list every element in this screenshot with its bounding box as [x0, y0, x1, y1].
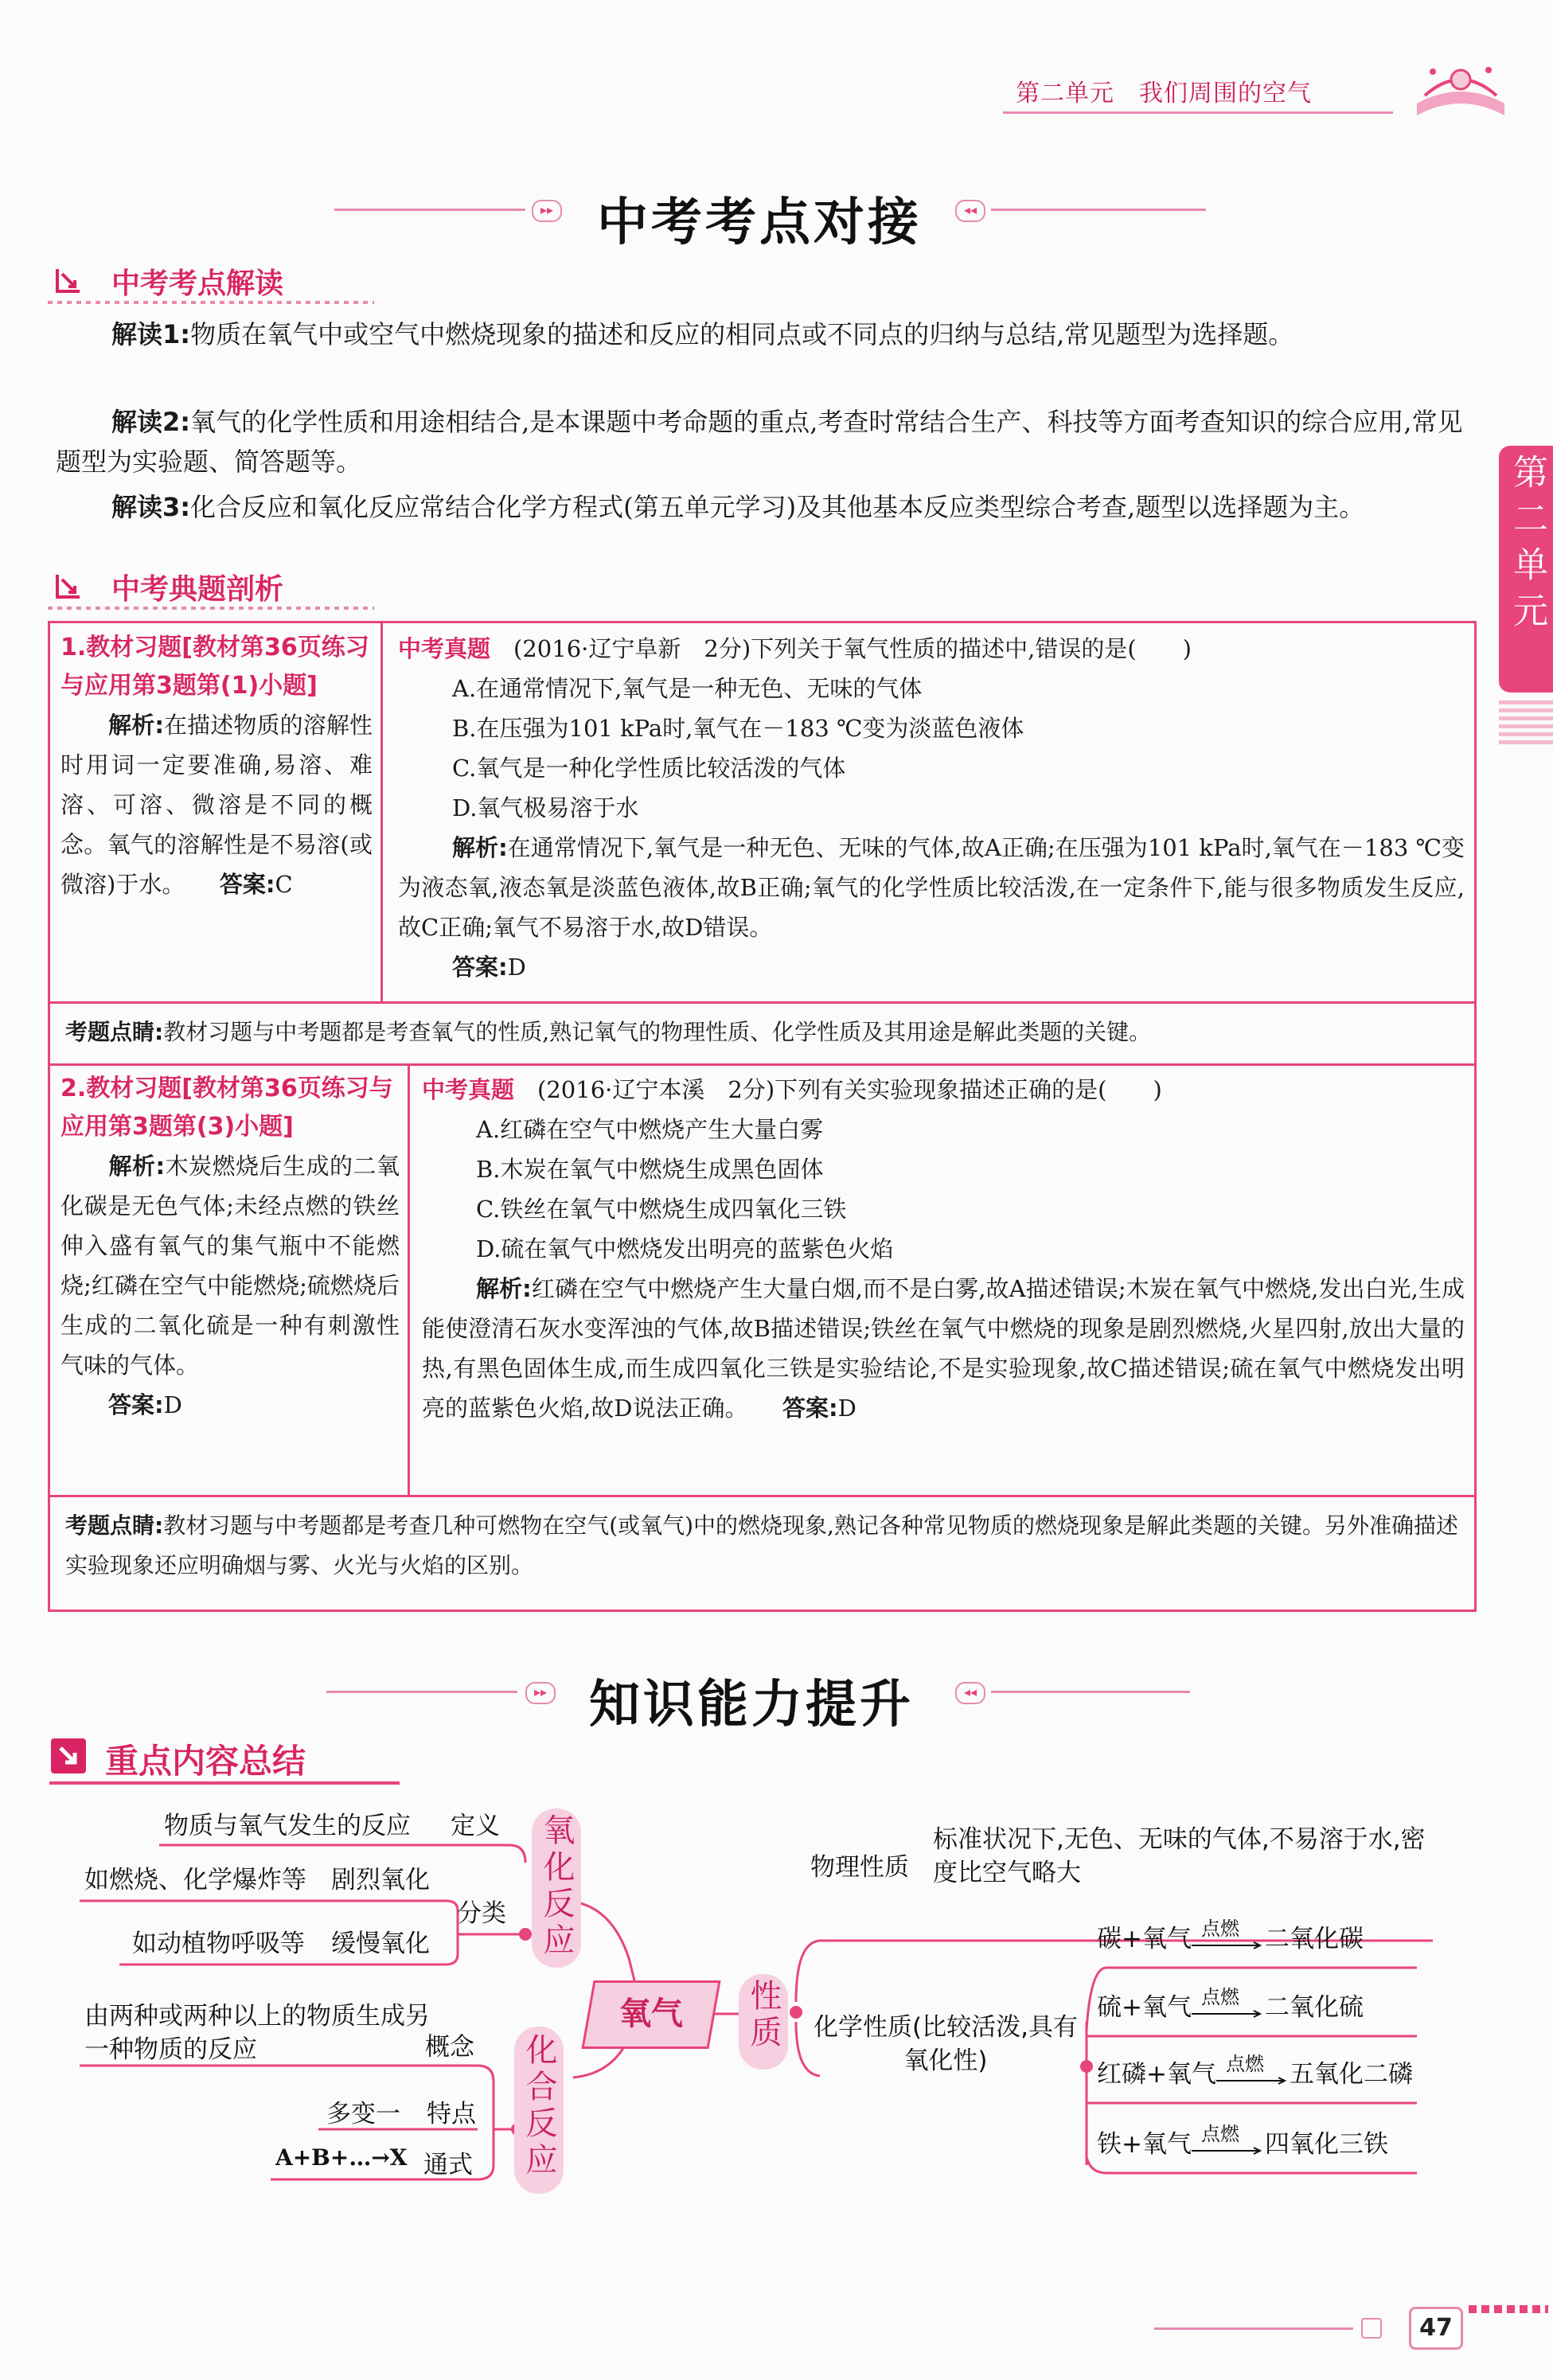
problem-1-exam: 中考真题 (2016·辽宁阜新 2分)下列关于氧气性质的描述中,错误的是( ) A.在通常情况下,氧气是一种无色、无味的气体 B.在压强为101 kPa时,氧气在－183 ℃变为淡蓝色液体 C.氧气是一种化学性质比较活泼的气体 D.氧气极易溶于水 解析:在通常情况下,氧气是一种无色、无味的气体,故A正确;在压强为101 kPa时,氧气在－183 ℃变为液态氧,液态氧是淡蓝色液体,故B正确;氧气的化学性质比较活泼,在一定条件下,能与很多物质发生反应,故C正确;氧气不易溶于水,故D错误。 答案:D: [398, 629, 1465, 987]
rapid-oxidation-example: 如燃烧、化学爆炸等: [84, 1866, 306, 1894]
title-rule-left: [334, 209, 525, 211]
problem-1-tip: 考题点睛:教材习题与中考题都是考查氧气的性质,熟记氧气的物理性质、化学性质及其用途是解此类题的关键。: [65, 1019, 1152, 1045]
classification-label: 分类: [457, 1899, 506, 1928]
book-decoration-icon: [1401, 48, 1520, 127]
problem-1-answer: 答案:D: [452, 954, 526, 981]
problem-1-title: 1.教材习题[教材第36页练习与应用第3题第(1)小题]: [60, 634, 369, 700]
problem-2-tip: 考题点睛:教材习题与中考题都是考查几种可燃物在空气(或氧气)中的燃烧现象,熟记各种常见物质的燃烧现象是解此类题的关键。另外准确描述实验现象还应明确烟与雾、火光与火焰的区别。: [65, 1512, 1458, 1578]
subheading-underline: [48, 607, 374, 610]
combination-formula: A+B+…→X: [275, 2144, 408, 2171]
option-d: D.硫在氧气中燃烧发出明亮的蓝紫色火焰: [476, 1235, 894, 1262]
side-tab-stripes: [1499, 700, 1553, 748]
option-b: B.在压强为101 kPa时,氧气在－183 ℃变为淡蓝色液体: [452, 715, 1024, 742]
section-title-knowledge: 知识能力提升: [589, 1676, 914, 1734]
corner-arrow-icon: [54, 266, 83, 295]
interpretation-2: 解读2:氧气的化学性质和用途相结合,是本课题中考命题的重点,考查时常结合生产、科技等方面考查知识的综合应用,常见题型为实验题、简答题等。: [56, 407, 1463, 477]
table-divider: [380, 621, 383, 1001]
combination-reaction-pill: 化合反应: [514, 2027, 564, 2194]
table-divider: [48, 1063, 1477, 1066]
problem-2-textbook: [60, 1070, 400, 1425]
problem-2-left-analysis: 解析:木炭燃烧后生成的二氧化碳是无色气体;未经点燃的铁丝伸入盛有氧气的集气瓶中不能燃烧;红磷在空气中能燃烧;硫燃烧后生成的二氧化硫是一种有刺激性气味的气体。: [60, 1153, 400, 1379]
chemical-properties-label: 化学性质(比较活泼,具有氧化性): [814, 2013, 1078, 2075]
oxidation-definition: 物质与氧气发生的反应: [164, 1812, 411, 1840]
rapid-oxidation: 剧烈氧化: [331, 1866, 430, 1894]
option-a: A.红磷在空气中燃烧产生大量白雾: [476, 1116, 824, 1143]
reaction-sulfur: 硫+氧气 点燃 二氧化硫: [1097, 1985, 1364, 2022]
table-divider: [48, 1001, 1477, 1004]
summary-arrow-icon: [51, 1738, 86, 1773]
reaction-red-phosphorus: 红磷+氧气 点燃 五氧化二磷: [1097, 2052, 1413, 2089]
general-formula-label: 通式: [423, 2151, 473, 2179]
page-number: 47: [1409, 2307, 1463, 2350]
option-d: D.氧气极易溶于水: [452, 794, 639, 821]
problem-1-left-analysis: 解析:在描述物质的溶解性时用词一定要准确,易溶、难溶、可溶、微溶是不同的概念。氧气的溶解性是不易溶(或微溶)于水。 答案:C: [60, 712, 373, 898]
arrow-left-icon: ◂◂: [955, 200, 985, 222]
exam-tag: 中考真题: [398, 635, 491, 662]
footer-square-icon: [1361, 2318, 1382, 2339]
section-title-exam: 中考考点对接: [597, 193, 922, 252]
problem-2-title: 2.教材习题[教材第36页练习与应用第3题第(3)小题]: [60, 1075, 393, 1141]
arrow-left-icon: ◂◂: [955, 1682, 985, 1704]
unit-header: 第二单元 我们周围的空气: [1016, 80, 1312, 107]
problem-1-textbook: [60, 629, 373, 904]
reaction-carbon: 碳+氧气 点燃 二氧化碳: [1097, 1917, 1364, 1953]
subheading-underline: [48, 301, 374, 304]
physical-properties: 标准状况下,无色、无味的气体,不易溶于水,密度比空气略大: [933, 1825, 1426, 1887]
problem-2-left-answer: 答案:D: [108, 1391, 182, 1418]
footer-rule: [1154, 2327, 1353, 2330]
table-divider: [408, 1063, 410, 1495]
oxidation-definition-label: 定义: [451, 1812, 500, 1840]
problem-2-exam: 中考真题 (2016·辽宁本溪 2分)下列有关实验现象描述正确的是( ) A.红磷在空气中燃烧产生大量白雾 B.木炭在氧气中燃烧生成黑色固体 C.铁丝在氧气中燃烧生成四氧化三铁 D.硫在氧气中燃烧发出明亮的蓝紫色火焰 解析:红磷在空气中燃烧产生大量白烟,而不是白雾,故A描述错误;木炭在氧气中燃烧,发出白光,生成能使澄清石灰水变浑浊的气体,故B描述错误;铁丝在氧气中燃烧的现象是剧烈燃烧,火星四射,放出大量的热,有黑色固体生成,而生成四氧化三铁是实验结论,不是实验现象,故C描述错误;硫在氧气中燃烧发出明亮的蓝紫色火焰,故D说法正确。 答案:D: [422, 1070, 1465, 1428]
subheading-summary: 重点内容总结: [105, 1742, 306, 1781]
option-a: A.在通常情况下,氧气是一种无色、无味的气体: [452, 675, 923, 702]
slow-oxidation-example: 如动植物呼吸等: [132, 1929, 305, 1958]
oxygen-center-label: 氧气: [619, 1996, 683, 2032]
option-c: C.氧气是一种化学性质比较活泼的气体: [452, 755, 846, 782]
header-rule: [1003, 111, 1393, 114]
table-divider: [48, 1495, 1477, 1497]
subheading-typical-problems: 中考典题剖析: [111, 573, 284, 606]
option-b: B.木炭在氧气中燃烧生成黑色固体: [476, 1156, 824, 1183]
unit-side-tab: 第二单元: [1499, 446, 1553, 693]
corner-arrow-icon: [54, 572, 83, 600]
slow-oxidation: 缓慢氧化: [331, 1929, 430, 1958]
arrow-right-icon: ▸▸: [532, 200, 562, 222]
combination-concept: 由两种或两种以上的物质生成另一种物质的反应: [84, 2002, 430, 2064]
concept-label: 概念: [425, 2033, 474, 2062]
combination-feature: 多变一: [326, 2100, 400, 2128]
properties-pill: 性质: [739, 1974, 788, 2070]
reaction-iron: 铁+氧气 点燃 四氧化三铁: [1097, 2122, 1388, 2159]
title-rule-left: [326, 1691, 517, 1693]
subheading-interpretation: 中考考点解读: [111, 267, 284, 300]
feature-label: 特点: [427, 2100, 476, 2128]
title-rule-right: [991, 1691, 1190, 1693]
footer-dots: [1469, 2305, 1548, 2313]
interpretation-3: 解读3:化合反应和氧化反应常结合化学方程式(第五单元学习)及其他基本反应类型综合考查,题型以选择题为主。: [111, 492, 1365, 522]
problem-2-right-analysis: 解析:红磷在空气中燃烧产生大量白烟,而不是白雾,故A描述错误;木炭在氧气中燃烧,发出白光,生成能使澄清石灰水变浑浊的气体,故B描述错误;铁丝在氧气中燃烧的现象是剧烈燃烧,火星四射,放出大量的热,有黑色固体生成,而生成四氧化三铁是实验结论,不是实验现象,故C描述错误;硫在氧气中燃烧发出明亮的蓝紫色火焰,故D说法正确。 答案:D: [422, 1275, 1465, 1422]
exam-tag: 中考真题: [422, 1076, 515, 1103]
interpretation-1: 解读1:物质在氧气中或空气中燃烧现象的描述和反应的相同点或不同点的归纳与总结,常见题型为选择题。: [111, 319, 1294, 349]
physical-properties-label: 物理性质: [810, 1853, 909, 1882]
option-c: C.铁丝在氧气中燃烧生成四氧化三铁: [476, 1196, 847, 1223]
title-rule-right: [991, 209, 1206, 211]
problem-1-right-analysis: 解析:在通常情况下,氧气是一种无色、无味的气体,故A正确;在压强为101 kPa时,氧气在－183 ℃变为液态氧,液态氧是淡蓝色液体,故B正确;氧气的化学性质比较活泼,在一定条件下,能与很多物质发生反应,故C正确;氧气不易溶于水,故D错误。: [398, 834, 1465, 941]
oxidation-reaction-pill: 氧化反应: [532, 1808, 581, 1968]
arrow-right-icon: ▸▸: [525, 1682, 556, 1704]
